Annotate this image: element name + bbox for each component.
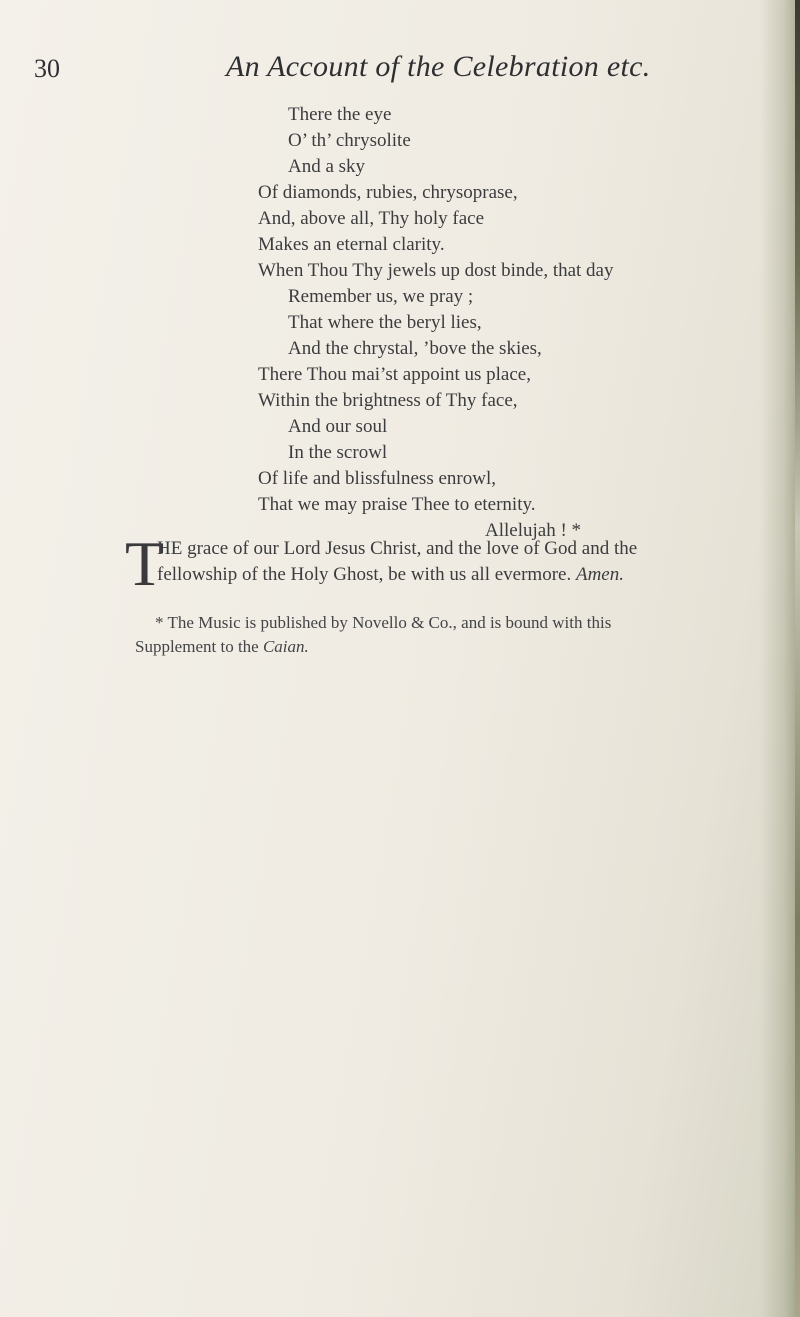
poem-line: There the eye [288, 104, 392, 125]
poem-line: In the scrowl [288, 442, 388, 463]
page-edge [795, 0, 800, 1317]
poem-line: And our soul [288, 416, 388, 437]
footnote-line-1: * The Music is published by Novello & Co., and is bound with this [155, 613, 612, 632]
poem-line: There Thou mai’st appoint us place, [258, 364, 531, 385]
footnote-text: Supplement to the [135, 637, 259, 656]
benediction-line-2 [157, 562, 624, 588]
poem-line: Allelujah ! * [485, 520, 582, 541]
benediction-line-2-text: fellowship of the Holy Ghost, be with us all evermore. [157, 564, 572, 585]
benediction-line-1: HE grace of our Lord Jesus Christ, and the love of God and the [157, 538, 638, 559]
page-edge-shadow [760, 0, 800, 1317]
poem-line: And a sky [288, 156, 366, 177]
drop-cap: T [125, 528, 165, 599]
running-title: An Account of the Celebration etc. [226, 50, 651, 83]
footnote-publication: Caian. [262, 637, 309, 656]
poem-line: That we may praise Thee to eternity. [258, 494, 536, 515]
page-header [34, 48, 674, 92]
poem-line: And the chrystal, ’bove the skies, [288, 338, 542, 359]
poem-line: Of life and blissfulness enrowl, [258, 468, 496, 489]
poem-line: Within the brightness of Thy face, [258, 390, 518, 411]
poem-line: And, above all, Thy holy face [258, 208, 484, 229]
poem-line: Makes an eternal clarity. [258, 234, 445, 255]
poem-line: Of diamonds, rubies, chrysoprase, [258, 182, 518, 203]
poem-line: When Thou Thy jewels up dost binde, that day [258, 260, 614, 281]
poem-line: O’ th’ chrysolite [288, 130, 411, 151]
amen: Amen. [575, 564, 624, 585]
poem-line: Remember us, we pray ; [288, 286, 474, 307]
page-number: 30 [34, 54, 60, 83]
poem-line: That where the beryl lies, [288, 312, 482, 333]
footnote-line-2 [135, 635, 309, 659]
